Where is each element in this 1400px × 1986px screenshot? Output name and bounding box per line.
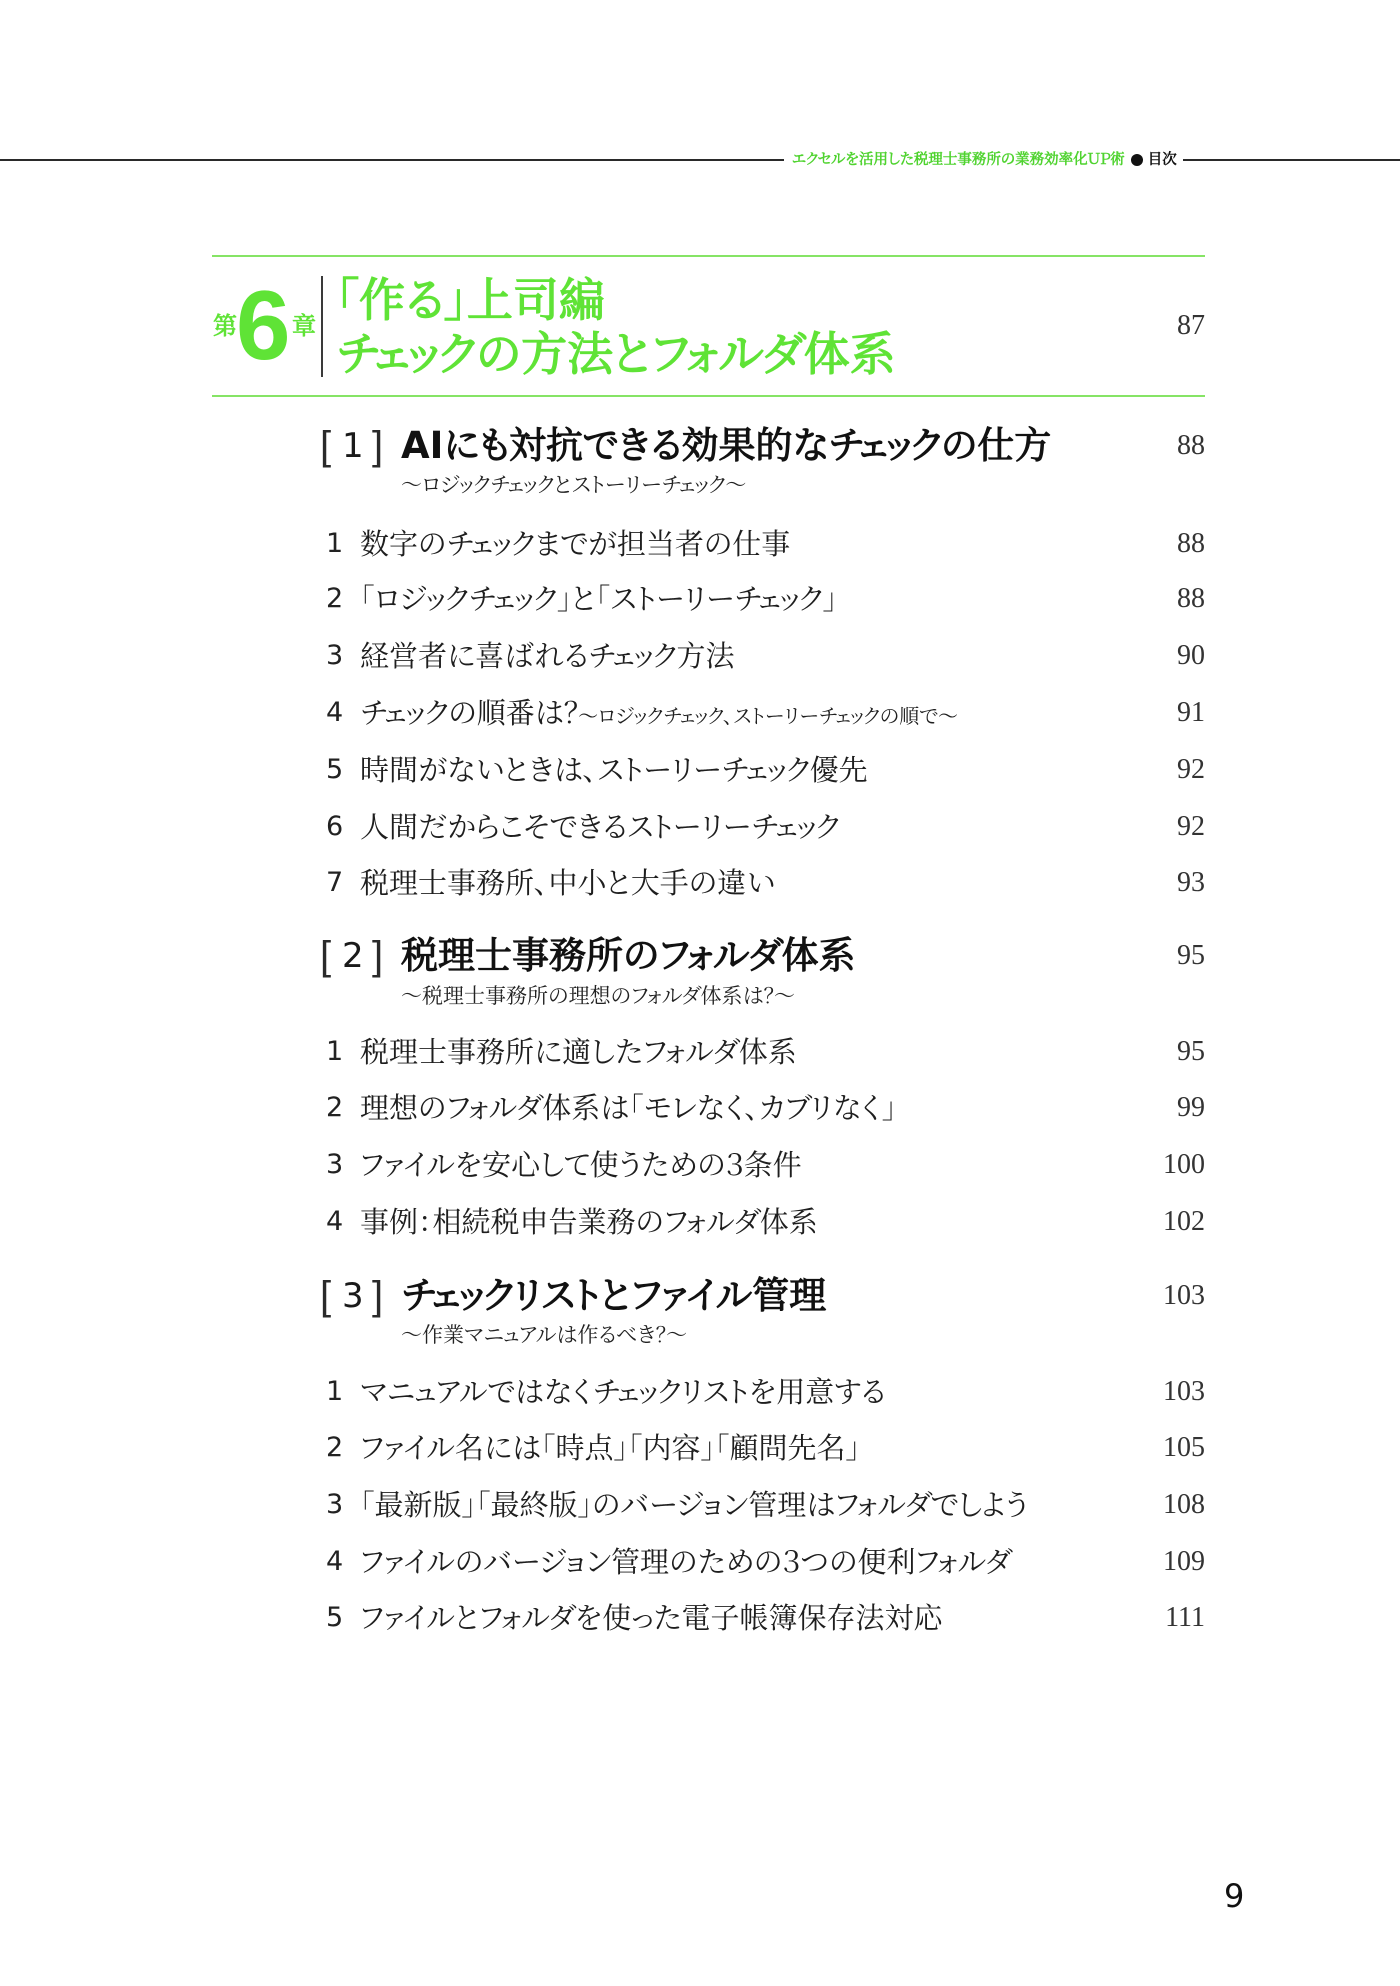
section-subtitle: 〜ロジックチェックとストーリーチェック〜 — [401, 473, 747, 497]
chapter-number: 6 — [236, 270, 291, 380]
item-title: 「最新版」「最終版」のバージョン管理はフォルダでしよう — [360, 1488, 1028, 1522]
chapter-page: 87 — [1177, 310, 1205, 341]
bracket-close: ] — [372, 424, 384, 468]
section-title: AIにも対抗できる効果的なチェックの仕方 — [401, 424, 1052, 467]
item-page: 88 — [1177, 583, 1205, 614]
section-title: チェックリストとファイル管理 — [401, 1274, 827, 1317]
item-title: チェックの順番は？ — [360, 696, 579, 730]
item-page: 93 — [1177, 867, 1205, 898]
item-number: 5 — [326, 1602, 344, 1633]
section-page: 95 — [1177, 940, 1205, 971]
header-section-label: 目次 — [1147, 152, 1177, 168]
item-page: 91 — [1177, 697, 1205, 728]
item-title: 事例：相続税申告業務のフォルダ体系 — [360, 1205, 818, 1239]
item-subtitle: 〜ロジックチェック、ストーリーチェックの順で〜 — [578, 704, 959, 728]
toc-item — [0, 1428, 1400, 1468]
item-page: 100 — [1163, 1149, 1205, 1180]
item-title: ファイル名には「時点」「内容」「顧問先名」 — [360, 1431, 860, 1465]
chapter-rule-bottom — [212, 395, 1205, 397]
running-header — [0, 150, 1400, 170]
item-page: 111 — [1165, 1602, 1205, 1633]
item-number: 4 — [326, 697, 344, 728]
item-title: 「ロジックチェック」と「ストーリーチェック」 — [360, 582, 838, 616]
item-page: 109 — [1163, 1546, 1205, 1577]
item-title: ファイルを安心して使うための３条件 — [360, 1148, 802, 1182]
item-page: 102 — [1163, 1206, 1205, 1237]
item-number: 1 — [326, 1036, 344, 1067]
page-number: 9 — [1224, 1877, 1245, 1915]
item-number: 2 — [326, 583, 344, 614]
toc-item — [0, 1372, 1400, 1412]
book-title: エクセルを活用した税理士事務所の業務効率化ＵＰ術 — [792, 152, 1125, 168]
item-page: 95 — [1177, 1036, 1205, 1067]
chapter-title-line1: 「作る」上司編 — [336, 273, 605, 327]
item-page: 108 — [1163, 1489, 1205, 1520]
chapter-title-line2: チェックの方法とフォルダ体系 — [336, 327, 896, 381]
item-title: 理想のフォルダ体系は「モレなく、カブリなく」 — [360, 1091, 897, 1125]
bracket-open: [ — [320, 424, 332, 468]
item-title: ファイルのバージョン管理のための３つの便利フォルダ — [360, 1545, 1012, 1579]
toc-item — [0, 636, 1400, 676]
section-page: 88 — [1177, 430, 1205, 461]
chapter-prefix: 第 — [213, 312, 237, 340]
item-title: ファイルとフォルダを使った電子帳簿保存法対応 — [360, 1601, 943, 1635]
section-number: 1 — [342, 426, 364, 466]
item-number: 3 — [326, 1149, 344, 1180]
item-title: 税理士事務所、中小と大手の違い — [360, 866, 776, 900]
toc-item — [0, 693, 1400, 733]
item-title: 人間だからこそできるストーリーチェック — [360, 810, 840, 844]
section-subtitle: 〜税理士事務所の理想のフォルダ体系は？〜 — [401, 984, 796, 1008]
toc-item — [0, 524, 1400, 564]
bullet-icon — [1131, 154, 1143, 166]
section-number: 3 — [342, 1276, 364, 1316]
bracket-open: [ — [320, 934, 332, 978]
item-page: 90 — [1177, 640, 1205, 671]
section-number: 2 — [342, 936, 364, 976]
item-number: 7 — [326, 867, 344, 898]
toc-item — [0, 807, 1400, 847]
item-number: 6 — [326, 811, 344, 842]
toc-item — [0, 863, 1400, 903]
item-page: 99 — [1177, 1092, 1205, 1123]
item-page: 105 — [1163, 1432, 1205, 1463]
item-title: マニュアルではなくチェックリストを用意する — [360, 1375, 886, 1409]
item-title-group — [360, 693, 958, 736]
item-number: 4 — [326, 1206, 344, 1237]
item-title: 時間がないときは、ストーリーチェック優先 — [360, 753, 868, 787]
item-page: 92 — [1177, 754, 1205, 785]
item-number: 3 — [326, 640, 344, 671]
toc-item — [0, 1088, 1400, 1128]
bracket-close: ] — [372, 934, 384, 978]
item-title: 経営者に喜ばれるチェック方法 — [360, 639, 735, 673]
item-number: 3 — [326, 1489, 344, 1520]
item-page: 92 — [1177, 811, 1205, 842]
chapter-divider — [321, 276, 323, 377]
bracket-open: [ — [320, 1274, 332, 1318]
item-number: 5 — [326, 754, 344, 785]
item-title: 数字のチェックまでが担当者の仕事 — [360, 527, 791, 561]
toc-item — [0, 1485, 1400, 1525]
item-number: 2 — [326, 1092, 344, 1123]
section-subtitle: 〜作業マニュアルは作るべき？〜 — [401, 1323, 688, 1347]
item-number: 1 — [326, 1376, 344, 1407]
header-rule-right — [1183, 159, 1400, 161]
chapter-rule-top — [212, 255, 1205, 257]
header-rule-left — [0, 159, 784, 161]
item-title: 税理士事務所に適したフォルダ体系 — [360, 1035, 797, 1069]
item-page: 103 — [1163, 1376, 1205, 1407]
toc-item — [0, 1145, 1400, 1185]
item-page: 88 — [1177, 528, 1205, 559]
item-number: 2 — [326, 1432, 344, 1463]
chapter-suffix: 章 — [292, 312, 316, 340]
item-number: 1 — [326, 528, 344, 559]
toc-item — [0, 1542, 1400, 1582]
toc-item — [0, 579, 1400, 619]
toc-item — [0, 750, 1400, 790]
section-page: 103 — [1163, 1280, 1205, 1311]
toc-item — [0, 1202, 1400, 1242]
bracket-close: ] — [372, 1274, 384, 1318]
section-title: 税理士事務所のフォルダ体系 — [401, 934, 856, 977]
toc-item — [0, 1032, 1400, 1072]
item-number: 4 — [326, 1546, 344, 1577]
toc-item — [0, 1598, 1400, 1638]
